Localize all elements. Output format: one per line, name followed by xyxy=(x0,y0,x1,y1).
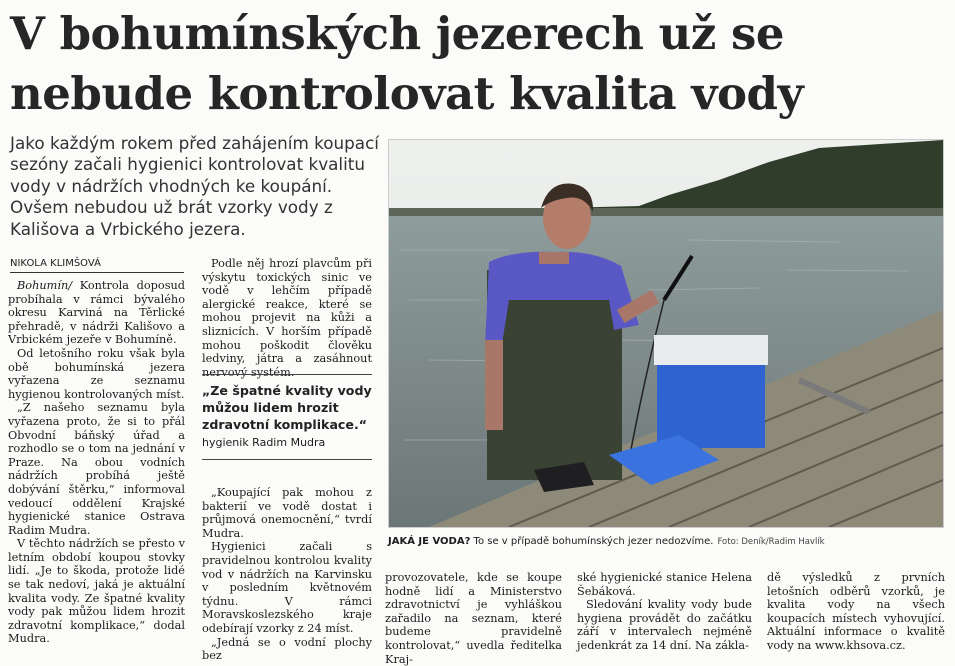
pull-quote xyxy=(202,374,372,460)
text-column-2 xyxy=(202,257,372,379)
text-column-1 xyxy=(8,279,185,646)
article-perex: Jako každým rokem před zahájením koupací sezóny začali hygienici kontrolovat kvalitu vody v nádržích vhodných ke koupání. Ovšem nebudou už brát vzorky vody z Kališova a Vrbického jezera. xyxy=(10,133,379,239)
photo-caption xyxy=(388,535,943,549)
paragraph: ské hygienické stanice Helena Šebáková. xyxy=(577,571,752,598)
paragraph: Od letošního roku však byla obě bohumínská jezera vyřazena ze seznamu hygienou kontrolovaných míst. xyxy=(8,346,185,401)
headline-line-1: V bohumínských jezerech už se xyxy=(10,7,784,60)
article-headline xyxy=(10,4,950,124)
paragraph: Kontrola doposud probíhala v rámci bývalého okresu Karviná na Těrlické přehradě, v nádrži Kališovo a Vrbickém jezeře v Bohumíně. xyxy=(8,279,185,347)
author-byline: NIKOLA KLIMŠOVÁ xyxy=(10,257,184,273)
pull-quote-text: „Ze špatné kvality vody můžou lidem hrozit zdravotní komplikace.“ xyxy=(202,383,372,432)
text-column-4 xyxy=(577,571,752,653)
paragraph: V těchto nádržích se přesto v letním období koupou stovky lidí. „Je to škoda, protože lidé se tak nedoví, jaká je aktuální kvalita vody. Ze špatné kvality vody pak můžou lidem hrozit zdravotní komplikace,“ dodal Mudra. xyxy=(8,537,185,646)
paragraph: provozovatele, kde se koupe hodně lidí a Ministerstvo zdravotnictví je vyhláškou zařadilo na seznam, které budeme pravidelně kontrolovat,“ uvedla ředitelka Kraj- xyxy=(385,571,562,666)
photo-credit: Foto: Deník/Radim Havlík xyxy=(717,537,825,547)
caption-heading: JAKÁ JE VODA? xyxy=(388,536,471,547)
paragraph: Podle něj hrozí plavcům při výskytu toxických sinic ve vodě v lehčím případě alergické reakce, které se mohou projevit na kůži a sliznicích. V horším případě mohou poškodit člověku ledviny, játra a zasáhnout nervový systém. xyxy=(202,257,372,379)
paragraph: Sledování kvality vody bude hygiena provádět do začátku září v intervalech nejméně jedenkrát za 14 dní. Na zákla- xyxy=(577,598,752,652)
pull-quote-attribution: hygienik Radim Mudra xyxy=(202,436,326,449)
text-column-5 xyxy=(767,571,945,653)
headline-line-2: nebude kontrolovat kvalita vody xyxy=(10,67,804,120)
paragraph: „Z našeho seznamu byla vyřazena proto, že si to přál Obvodní báňský úřad a rozhodlo se o tom na jednání v Praze. Na obou vodních nádržích probíhá ještě dobývání štěrku,“ informoval vedoucí oddělení Krajské hygienické stanice Ostrava Radim Mudra. xyxy=(8,401,185,537)
photo-lake-man-on-pier xyxy=(389,140,943,527)
paragraph: „Jedná se o vodní plochy bez xyxy=(202,635,372,663)
caption-text: To se v případě bohumínských jezer nedozvíme. xyxy=(470,536,714,547)
dateline-city: Bohumín/ xyxy=(17,279,73,292)
paragraph: „Koupající pak mohou z bakterií ve vodě dostat i průjmová onemocnění,“ tvrdí Mudra. xyxy=(202,486,372,540)
paragraph: dě výsledků z prvních letošních odběrů vzorků, je kvalita vody na všech koupacích místech vyhovující. Aktuální informace o kvalitě vody na www.khsova.cz. xyxy=(767,571,945,652)
text-column-3 xyxy=(385,571,562,666)
paragraph: Hygienici začali s pravidelnou kontrolou kvality vod v nádržích na Karvinsku v posledním květnovém týdnu. V rámci Moravskoslezského kraje odebírají vzorky z 24 míst. xyxy=(202,540,372,635)
text-column-2-continued xyxy=(202,486,372,663)
article-photo xyxy=(388,139,944,528)
